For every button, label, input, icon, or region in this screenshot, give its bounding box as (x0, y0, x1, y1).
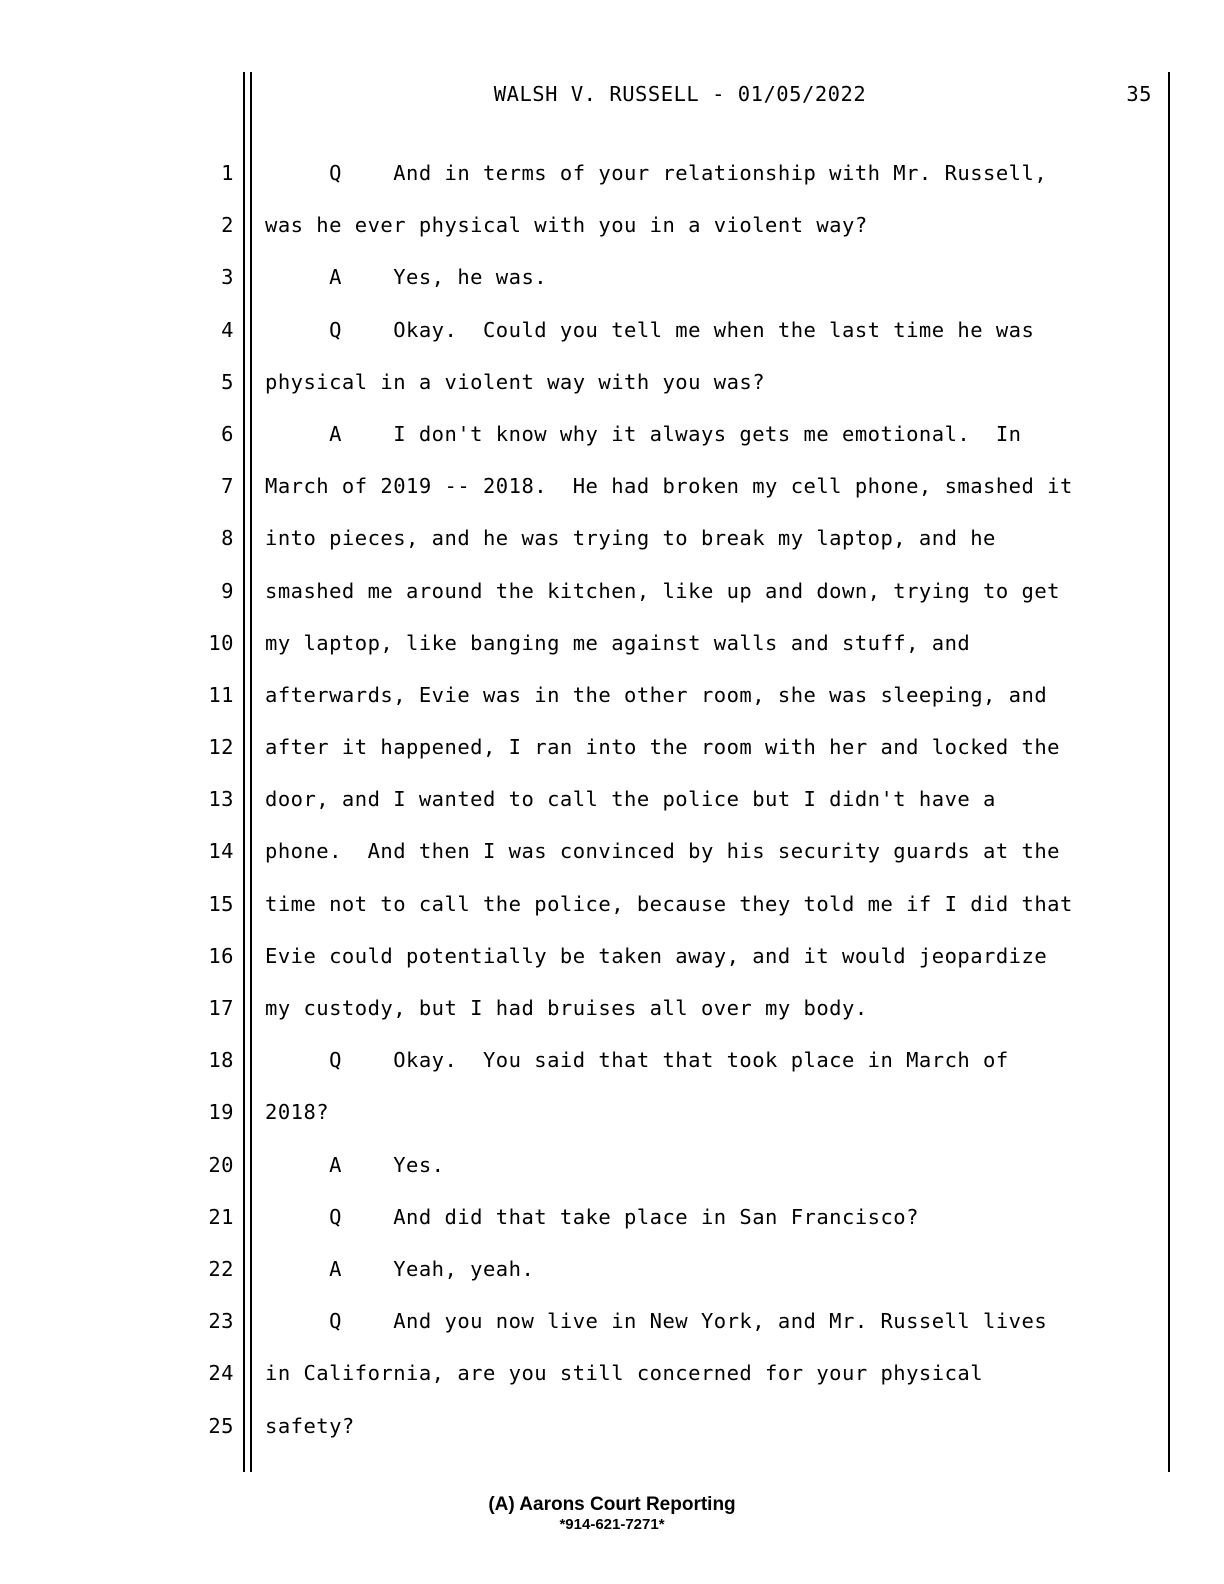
line-number: 13 (208, 787, 234, 812)
transcript-line (0, 1152, 1224, 1204)
line-text: phone. And then I was convinced by his security guards at the (265, 839, 1060, 864)
line-text: Q And you now live in New York, and Mr. Russell lives (265, 1309, 1048, 1334)
line-text: safety? (265, 1413, 355, 1438)
line-number: 8 (221, 526, 234, 551)
transcript-line (0, 786, 1224, 838)
line-number: 5 (221, 369, 234, 394)
transcript-line (0, 630, 1224, 682)
transcript-line (0, 578, 1224, 630)
transcript-line (0, 421, 1224, 473)
line-text: A Yes. (265, 1152, 445, 1177)
transcript-line (0, 1308, 1224, 1360)
transcript-line (0, 943, 1224, 995)
line-number: 2 (221, 213, 234, 238)
line-number: 19 (208, 1100, 234, 1125)
line-text: Q And in terms of your relationship with Mr. Russell, (265, 161, 1048, 185)
line-text: physical in a violent way with you was? (265, 369, 766, 394)
line-number: 21 (208, 1204, 234, 1229)
line-number: 6 (221, 421, 234, 446)
line-text: Q Okay. You said that that took place in March of (265, 1048, 1009, 1073)
transcript-body (0, 160, 1224, 1465)
line-number: 9 (221, 578, 234, 603)
transcript-line (0, 1204, 1224, 1256)
line-text: was he ever physical with you in a violent way? (265, 213, 868, 238)
line-number: 20 (208, 1152, 234, 1177)
line-number: 12 (208, 735, 234, 760)
line-number: 24 (208, 1361, 234, 1386)
line-text: afterwards, Evie was in the other room, she was sleeping, and (265, 682, 1048, 707)
line-text: into pieces, and he was trying to break my laptop, and he (265, 526, 996, 551)
line-number: 10 (208, 630, 234, 655)
transcript-line (0, 682, 1224, 734)
line-text: 2018? (265, 1100, 330, 1125)
transcript-line (0, 1099, 1224, 1151)
reporting-phone: *914-621-7271* (559, 1516, 665, 1533)
line-number: 22 (208, 1256, 234, 1281)
transcript-line (0, 734, 1224, 786)
transcript-line (0, 1413, 1224, 1465)
line-number: 23 (208, 1309, 234, 1334)
reporting-company: (A) Aarons Court Reporting (488, 1494, 736, 1515)
line-text: my custody, but I had bruises all over my body. (265, 996, 868, 1020)
line-number: 14 (208, 839, 234, 864)
transcript-line (0, 891, 1224, 943)
line-text: A Yes, he was. (265, 265, 548, 290)
transcript-line (0, 317, 1224, 369)
case-caption: WALSH V. RUSSELL - 01/05/2022 (493, 82, 867, 106)
line-text: Q Okay. Could you tell me when the last time he was (265, 317, 1035, 342)
line-number: 1 (221, 161, 234, 185)
line-text: Evie could potentially be taken away, and it would jeopardize (265, 943, 1048, 968)
line-number: 7 (221, 474, 234, 499)
transcript-line (0, 995, 1224, 1047)
line-text: my laptop, like banging me against walls and stuff, and (265, 630, 971, 655)
transcript-line (0, 838, 1224, 890)
line-text: Q And did that take place in San Francisco? (265, 1204, 919, 1229)
transcript-line (0, 1256, 1224, 1308)
transcript-line (0, 1047, 1224, 1099)
line-text: A Yeah, yeah. (265, 1256, 535, 1281)
transcript-line (0, 525, 1224, 577)
transcript-line (0, 264, 1224, 316)
line-text: A I don't know why it always gets me emotional. In (265, 421, 1022, 446)
page-footer (0, 1494, 1224, 1534)
line-text: March of 2019 -- 2018. He had broken my cell phone, smashed it (265, 474, 1073, 499)
line-text: smashed me around the kitchen, like up and down, trying to get (265, 578, 1060, 603)
transcript-line (0, 473, 1224, 525)
line-number: 18 (208, 1048, 234, 1073)
line-number: 15 (208, 891, 234, 916)
line-number: 25 (208, 1413, 234, 1438)
line-text: after it happened, I ran into the room with her and locked the (265, 735, 1060, 760)
transcript-line (0, 212, 1224, 264)
transcript-line (0, 1360, 1224, 1412)
transcript-line (0, 160, 1224, 212)
line-number: 4 (221, 317, 234, 342)
line-number: 17 (208, 996, 234, 1020)
line-number: 3 (221, 265, 234, 290)
line-number: 16 (208, 943, 234, 968)
line-text: in California, are you still concerned for your physical (265, 1361, 984, 1386)
page-number: 35 (1126, 82, 1152, 106)
transcript-line (0, 369, 1224, 421)
line-text: time not to call the police, because they told me if I did that (265, 891, 1073, 916)
line-number: 11 (208, 682, 234, 707)
line-text: door, and I wanted to call the police but I didn't have a (265, 787, 996, 812)
